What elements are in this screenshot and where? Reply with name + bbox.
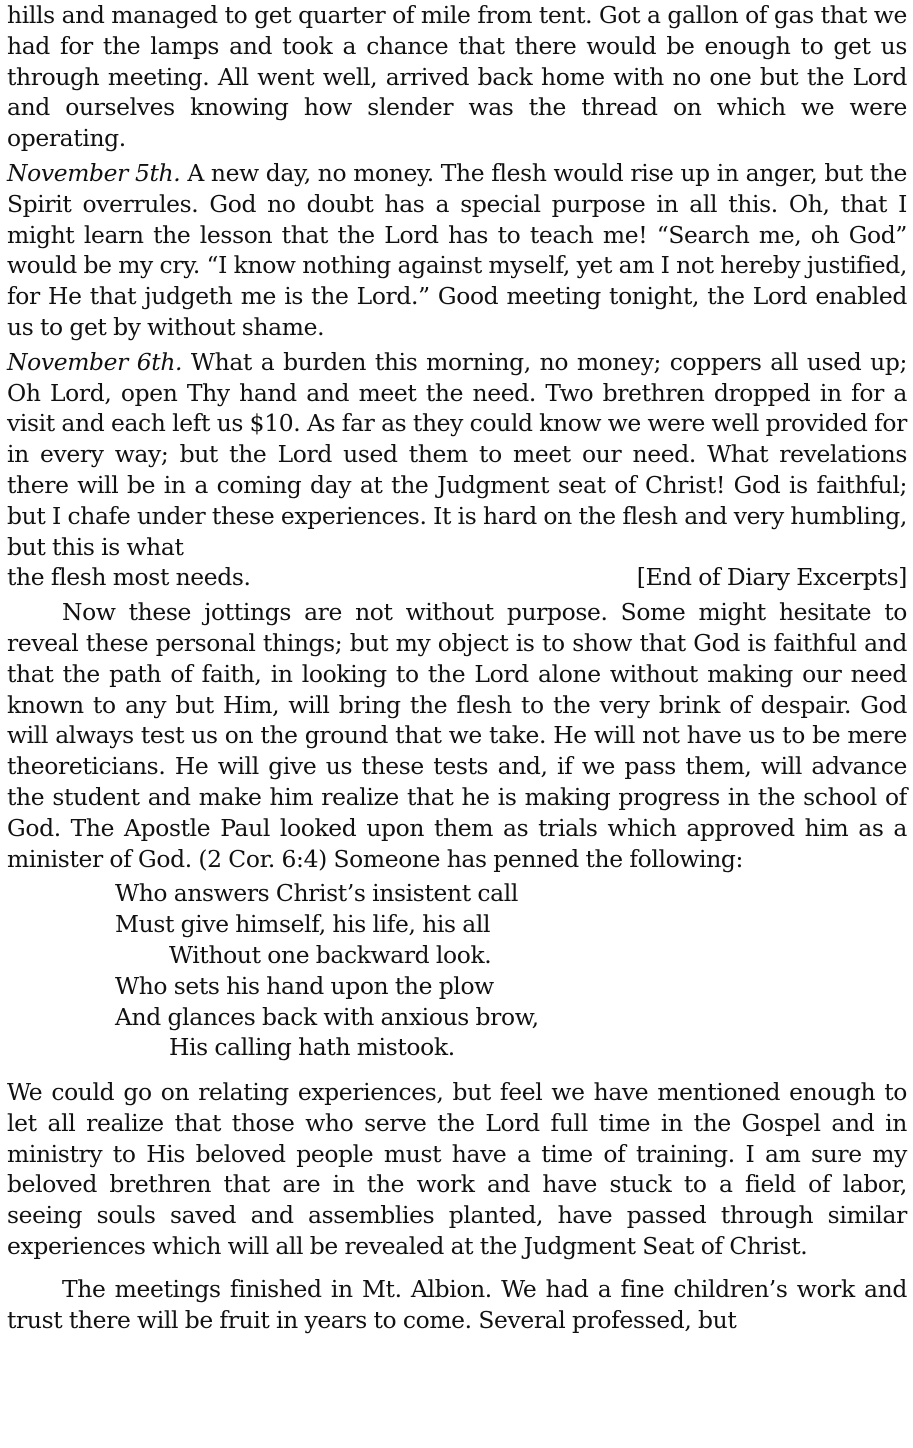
entry-date: November 5th. (7, 158, 181, 187)
paragraph-mt-albion (7, 1274, 907, 1336)
entry-text: What a burden this morning, no money; coppers all used up; Oh Lord, open Thy hand and meet the need. Two brethren dropped in for a visit and each left us $10. As far as they could know we were well provided for in every way; but the Lord used them to meet our need. What revelations there will be in a coming day at the Judgment seat of Christ! God is faithful; but I chafe under these experiences. It is hard on the flesh and very humbling, but this is what (7, 347, 907, 561)
paragraph-experiences (7, 1077, 907, 1262)
diary-entry-november-5 (7, 158, 907, 343)
poem-line: His calling hath mistook. (169, 1033, 455, 1062)
poem-line: Who sets his hand upon the plow (115, 971, 494, 1000)
poem-line: Must give himself, his life, his all (115, 910, 491, 939)
paragraph-jottings (7, 597, 907, 874)
paragraph-gas-for-lamps (7, 0, 907, 154)
poem (115, 878, 907, 1063)
paragraph-text: hills and managed to get quarter of mile from tent. Got a gallon of gas that we had for the lamps and took a chance that there would be enough to get us through meeting. All went well, arrived back home with no one but the Lord and ourselves knowing how slender was the thread on which we were operating. (7, 1, 907, 153)
entry-date: November 6th. (7, 347, 183, 376)
poem-line: Without one backward look. (169, 940, 492, 969)
entry-body (7, 347, 907, 563)
entry-closing-line (7, 562, 907, 593)
diary-entry-november-6 (7, 347, 907, 593)
paragraph-text: The meetings finished in Mt. Albion. We had a fine children’s work and trust there will be fruit in years to come. Several professed, but (7, 1274, 907, 1334)
poem-line: Who answers Christ’s insistent call (115, 879, 518, 908)
poem-line: And glances back with anxious brow, (115, 1002, 539, 1031)
entry-text: A new day, no money. The flesh would rise up in anger, but the Spirit overrules. God no doubt has a special purpose in all this. Oh, that I might learn the lesson that the Lord has to teach me! “Search me, oh God” would be my cry. “I know nothing against myself, yet am I not hereby justified, for He that judgeth me is the Lord.” Good meeting tonight, the Lord enabled us to get by without shame. (7, 158, 907, 341)
paragraph-text: We could go on relating experiences, but feel we have mentioned enough to let all realize that those who serve the Lord full time in the Gospel and in ministry to His beloved people must have a time of training. I am sure my beloved brethren that are in the work and have stuck to a field of labor, seeing souls saved and assemblies planted, have passed through similar experiences which will all be revealed at the Judgment Seat of Christ. (7, 1078, 907, 1261)
entry-last-line: the flesh most needs. (7, 563, 251, 592)
end-of-diary-note: [End of Diary Excerpts] (636, 563, 907, 592)
book-page (7, 0, 907, 1339)
paragraph-text: Now these jottings are not without purpose. Some might hesitate to reveal these personal things; but my object is to show that God is faithful and that the path of faith, in looking to the Lord alone without making our need known to any but Him, will bring the flesh to the very brink of despair. God will always test us on the ground that we take. He will not have us to be mere theoreticians. He will give us these tests and, if we pass them, will advance the student and make him realize that he is making progress in the school of God. The Apostle Paul looked upon them as trials which approved him as a minister of God. (2 Cor. 6:4) Someone has penned the following: (7, 598, 907, 873)
